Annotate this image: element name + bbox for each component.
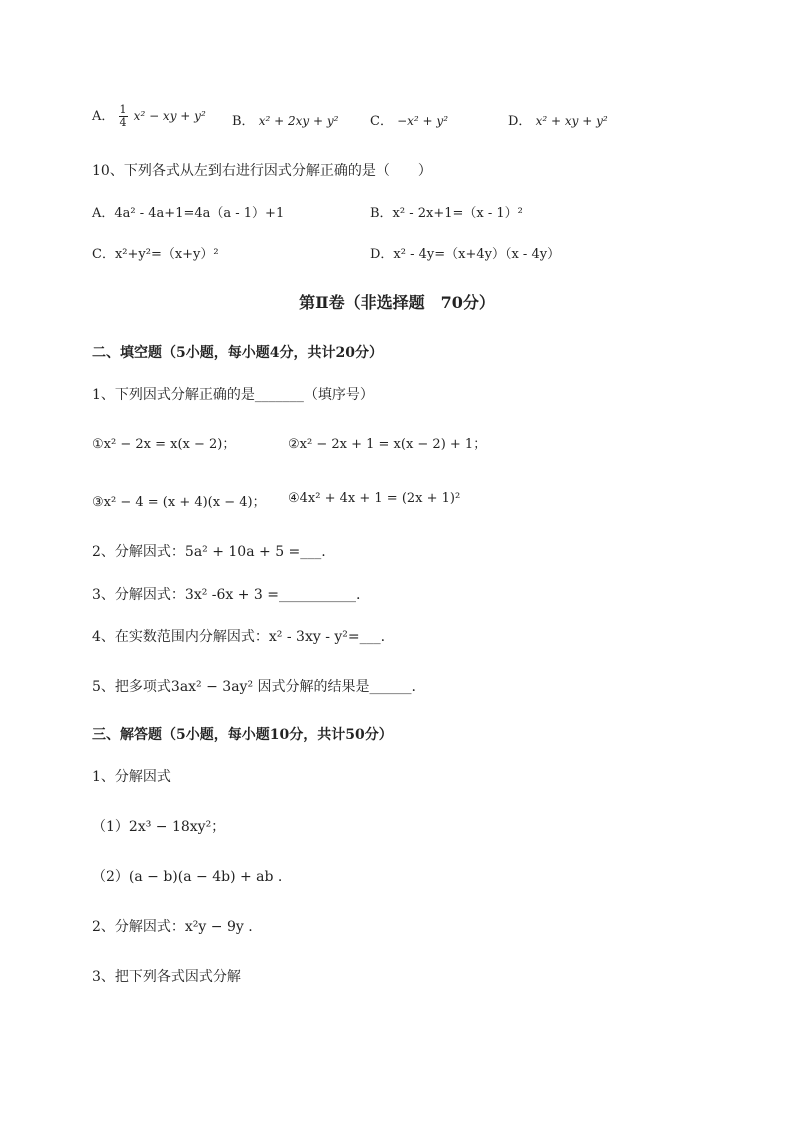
fill-q3: 3、分解因式：3x² -6x + 3 =___________. bbox=[92, 587, 361, 603]
part-title: 第Ⅱ卷（非选择题 70分） bbox=[299, 293, 495, 312]
option-label: B． bbox=[232, 114, 255, 129]
option-expression: −x² + y² bbox=[397, 114, 448, 128]
answer-q3: 3、把下列各式因式分解 bbox=[92, 969, 241, 985]
q9-option-d bbox=[508, 110, 608, 129]
option-expression: x² + xy + y² bbox=[535, 114, 608, 128]
option-label: A． bbox=[92, 109, 115, 124]
fraction-denominator: 4 bbox=[119, 116, 127, 129]
fill-q1-option-4: ④4x² + 4x + 1 = (2x + 1)² bbox=[288, 491, 461, 506]
fraction-numerator: 1 bbox=[119, 103, 127, 116]
option-label: C． bbox=[370, 114, 393, 129]
answer-q1-sub2: （2）(a − b)(a − 4b) + ab . bbox=[92, 869, 283, 885]
option-expression: x² − xy + y² bbox=[133, 109, 206, 123]
q10-option-c: C．x²+y²=（x+y）² bbox=[92, 247, 219, 262]
fill-q1-option-3: ③x² − 4 = (x + 4)(x − 4)； bbox=[92, 495, 266, 510]
q10-option-a: A．4a² - 4a+1=4a（a - 1）+1 bbox=[92, 206, 285, 221]
q9-option-a bbox=[92, 104, 206, 129]
section-heading-answer: 三、解答题（5小题，每小题10分，共计50分） bbox=[92, 727, 393, 743]
q9-option-c bbox=[370, 110, 448, 129]
fill-q1: 1、下列因式分解正确的是_______（填序号） bbox=[92, 387, 374, 403]
option-expression: x² + 2xy + y² bbox=[258, 114, 339, 128]
q10-question: 10、下列各式从左到右进行因式分解正确的是（ ） bbox=[92, 163, 432, 179]
q10-option-d: D．x² - 4y=（x+4y）（x - 4y） bbox=[370, 247, 561, 262]
option-label: D． bbox=[508, 114, 532, 129]
fill-q5: 5、把多项式3ax² − 3ay² 因式分解的结果是______. bbox=[92, 679, 416, 695]
answer-q2: 2、分解因式：x²y − 9y . bbox=[92, 919, 253, 935]
q10-option-b: B．x² - 2x+1=（x - 1）² bbox=[370, 206, 523, 221]
q9-option-b bbox=[232, 110, 338, 129]
fill-q2: 2、分解因式：5a² + 10a + 5 =___. bbox=[92, 544, 326, 560]
answer-q1-sub1: （1）2x³ − 18xy²； bbox=[92, 819, 226, 835]
fraction bbox=[119, 104, 128, 129]
fill-q1-option-1: ①x² − 2x = x(x − 2)； bbox=[92, 437, 236, 452]
section-heading-fill-blank: 二、填空题（5小题，每小题4分，共计20分） bbox=[92, 345, 383, 361]
answer-q1: 1、分解因式 bbox=[92, 769, 171, 785]
fill-q4: 4、在实数范围内分解因式：x² - 3xy - y²=___. bbox=[92, 629, 386, 645]
fill-q1-option-2: ②x² − 2x + 1 = x(x − 2) + 1； bbox=[288, 437, 487, 452]
